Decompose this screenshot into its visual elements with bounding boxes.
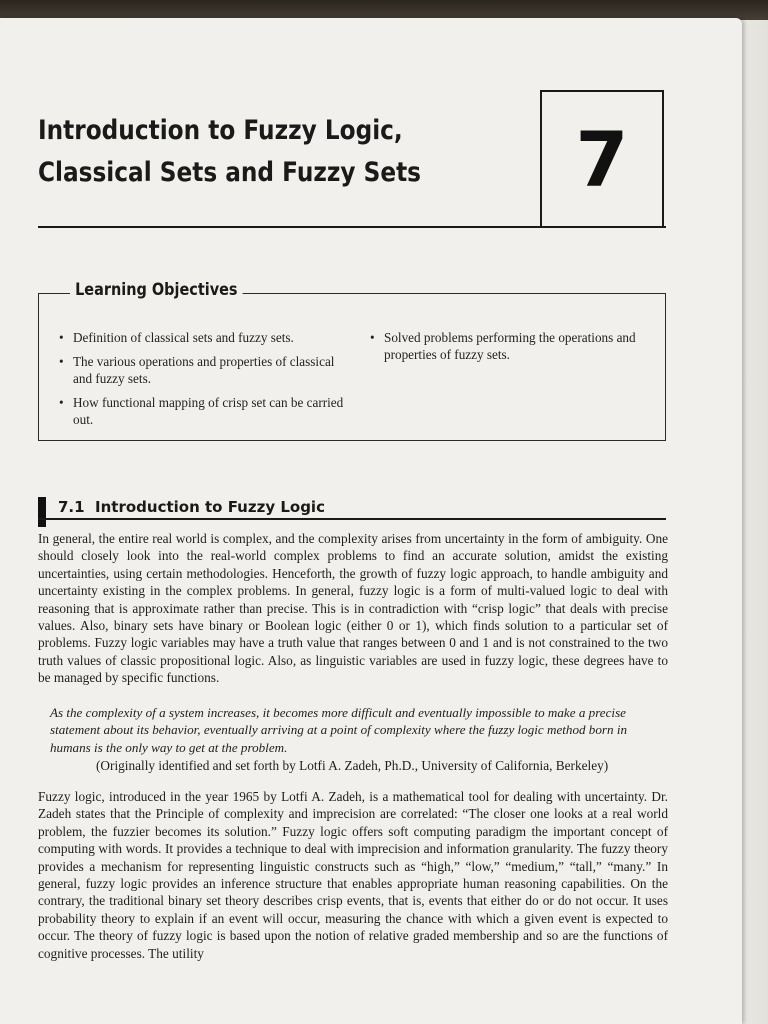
learning-objectives-left-list — [55, 329, 345, 435]
chapter-title-line-2: Classical Sets and Fuzzy Sets — [38, 157, 422, 188]
section-heading — [58, 498, 325, 516]
objective-item: • Solved problems performing the operations and properties of fuzzy sets. — [366, 329, 651, 363]
quote-attribution: (Originally identified and set forth by Lotfi A. Zadeh, Ph.D., University of California, Berkeley) — [96, 758, 609, 773]
section-divider — [38, 518, 666, 520]
objective-item: • Definition of classical sets and fuzzy sets. — [55, 329, 345, 346]
chapter-number-box — [540, 90, 664, 228]
book-page — [0, 18, 742, 1024]
title-divider — [38, 226, 666, 228]
objective-item: • How functional mapping of crisp set can be carried out. — [55, 394, 345, 428]
learning-objectives-right-list — [366, 329, 651, 370]
body-paragraph-1: In general, the entire real world is complex, and the complexity arises from uncertainty in the form of ambiguity. One should closely look into the real-world complex problems to find an accurate solution, amidst the existing uncertainties, using certain methodologies. Henceforth, the growth of fuzzy logic approach, to handle ambiguity and uncertainty existing in the complex problems. In general, fuzzy logic is a form of multi-valued logic to deal with reasoning that is approximate rather than precise. This is in contradiction with “crisp logic” that deals with precise values. Also, binary sets have binary or Boolean logic (either 0 or 1), which finds solution to a particular set of problems. Fuzzy logic variables may have a truth value that ranges between 0 and 1 and is not constrained to the two truth values of classic propositional logic. Also, as linguistic variables are used in fuzzy logic, these degrees have to be managed by specific functions. — [38, 531, 668, 686]
objective-item: • The various operations and properties of classical and fuzzy sets. — [55, 353, 345, 387]
learning-objectives-heading: Learning Objectives — [70, 280, 243, 300]
section-number: 7.1 — [58, 498, 85, 516]
chapter-title — [38, 110, 442, 194]
quote-text: As the complexity of a system increases, it becomes more difficult and eventually impossible to make a precise statement about its behavior, eventually arriving at a point of complexity where the fuzzy logic method born in humans is the only way to get at the problem. — [50, 705, 627, 755]
body-paragraph-2: Fuzzy logic, introduced in the year 1965 by Lotfi A. Zadeh, is a mathematical tool for dealing with uncertainty. Dr. Zadeh states that the Principle of complexity and imprecision are correlated: “The closer one looks at a real world problem, the fuzzier becomes its solution.” Fuzzy logic offers soft computing paradigm the important concept of computing with words. It provides a technique to deal with imprecision and information granularity. The fuzzy theory provides a mechanism for representing linguistic constructs such as “high,” “low,” “medium,” “tall,” “many.” In general, fuzzy logic provides an inference structure that enables appropriate human reasoning capabilities. On the contrary, the traditional binary set theory describes crisp events, that is, events that either do or do not occur. It uses probability theory to explain if an event will occur, measuring the chance with which a given event is expected to occur. The theory of fuzzy logic is based upon the notion of relative graded membership and so are the functions of cognitive processes. The utility — [38, 789, 668, 961]
chapter-number: 7 — [575, 114, 629, 204]
section-marker — [38, 497, 46, 527]
section-title: Introduction to Fuzzy Logic — [95, 498, 325, 516]
chapter-title-line-1: Introduction to Fuzzy Logic, — [38, 115, 403, 146]
